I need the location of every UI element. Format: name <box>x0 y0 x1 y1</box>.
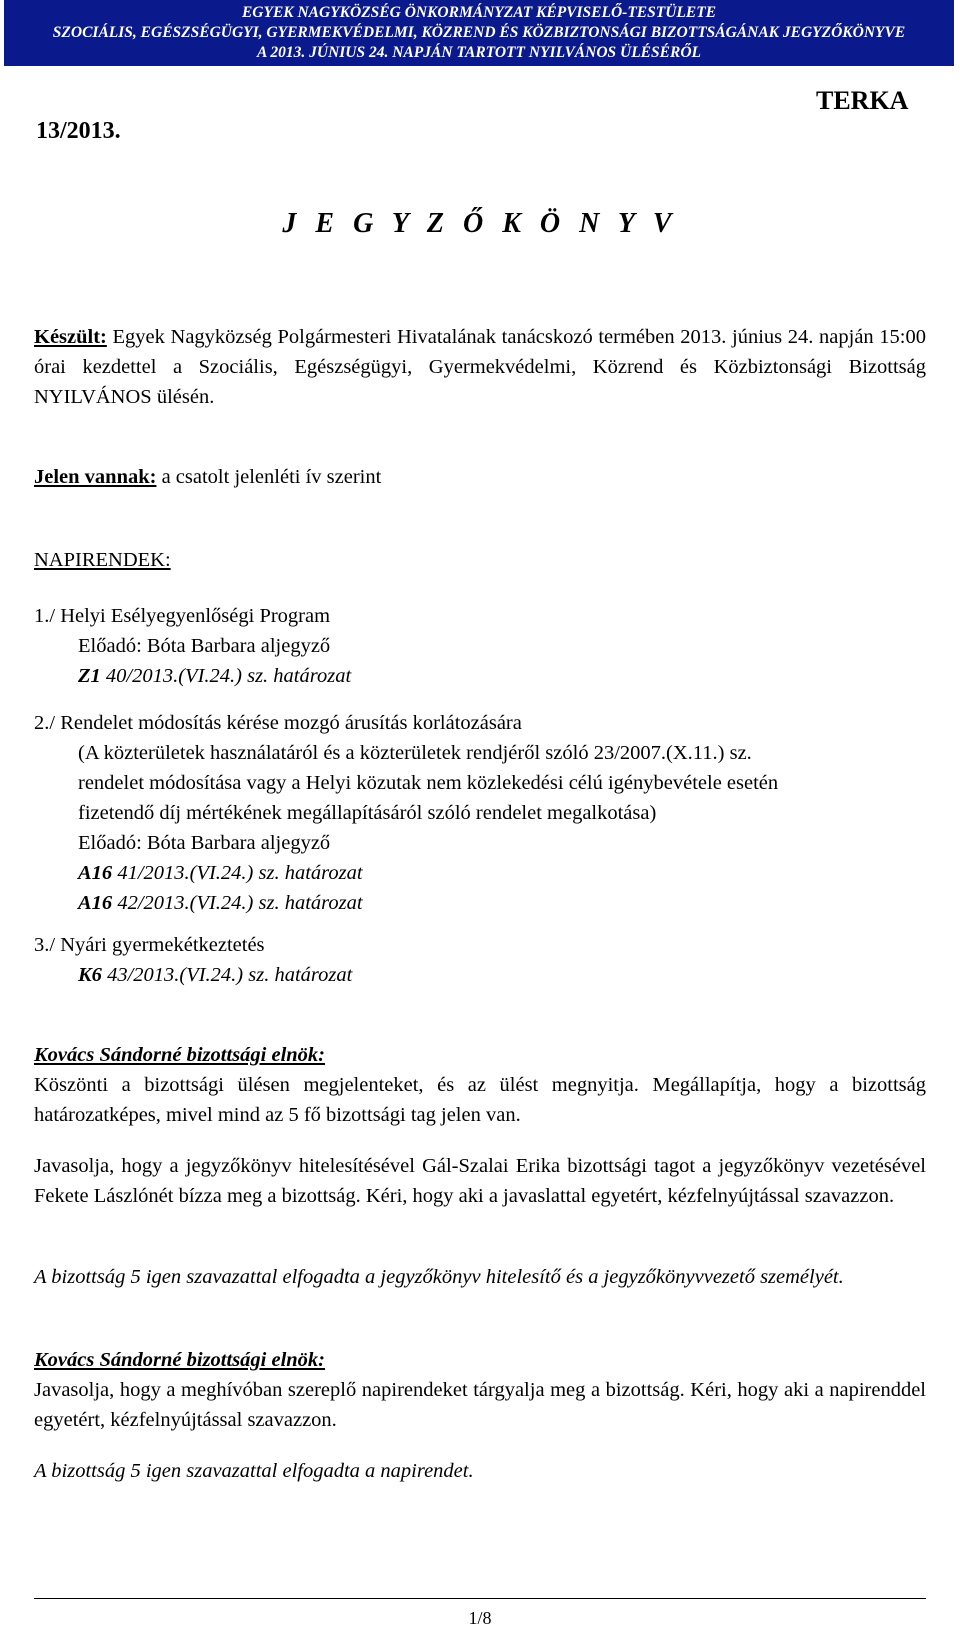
speaker-1-paragraph-2: Javasolja, hogy a jegyzőkönyv hitelesítésével Gál-Szalai Erika bizottsági tagot a jegyzőkönyv vezetésével Fekete Lászlónét bízza meg a bizottság. Kéri, hogy aki a javaslattal egyetért, kézfelnyújtással szavazzon. <box>34 1155 926 1207</box>
agenda-item-2-resolution-2: A16 42/2013.(VI.24.) sz. határozat <box>78 892 363 914</box>
speaker-2-paragraph-1: Javasolja, hogy a meghívóban szereplő napirendeket tárgyalja meg a bizottság. Kéri, hogy aki a napirenddel egyetért, kézfelnyújtással szavazzon. <box>34 1379 926 1431</box>
agenda-item-2-desc-3: fizetendő díj mértékének megállapításáról szóló rendelet megalkotása) <box>78 802 657 824</box>
speaker-1-block <box>34 1040 926 1130</box>
agenda-item-1 <box>34 601 934 691</box>
agenda-item-1-title: 1./ Helyi Esélyegyenlőségi Program <box>34 605 331 627</box>
decision-1: A bizottság 5 igen szavazattal elfogadta a jegyzőkönyv hitelesítő és a jegyzőkönyvvezető személyét. <box>34 1266 844 1288</box>
agenda-item-1-resolution: Z1 40/2013.(VI.24.) sz. határozat <box>78 665 352 687</box>
decision-2: A bizottság 5 igen szavazattal elfogadta a napirendet. <box>34 1460 474 1482</box>
agenda-item-2-desc-2: rendelet módosítása vagy a Helyi közutak nem közlekedési célú igénybevétele esetén <box>78 772 779 794</box>
document-number: 13/2013. <box>36 118 121 144</box>
keszult-label: Készült: <box>34 326 107 348</box>
agenda-item-3-title: 3./ Nyári gyermekétkeztetés <box>34 934 265 956</box>
speaker-1-label: Kovács Sándorné bizottsági elnök: <box>34 1044 326 1066</box>
agenda-item-3 <box>34 930 934 990</box>
speaker-2-block <box>34 1345 926 1435</box>
agenda-item-1-presenter: Előadó: Bóta Barbara aljegyző <box>78 635 331 657</box>
agenda-item-2-title: 2./ Rendelet módosítás kérése mozgó árusítás korlátozására <box>34 712 522 734</box>
napirendek-heading: NAPIRENDEK: <box>34 549 171 571</box>
page-number: 1/8 <box>468 1608 492 1628</box>
document-title: J E G Y Z Ő K Ö N Y V <box>282 208 678 239</box>
category-label: TERKA <box>816 86 909 115</box>
jelen-label: Jelen vannak: <box>34 466 157 488</box>
header-line-3: A 2013. JÚNIUS 24. NAPJÁN TARTOTT NYILVÁNOS ÜLÉSÉRŐL <box>257 44 701 61</box>
keszult-text: Egyek Nagyközség Polgármesteri Hivatalának tanácskozó termében 2013. június 24. napján 15:00 órai kezdettel a Szociális, Egészségügyi, Gyermekvédelmi, Közrend és Közbiztonsági Bizottság NYILVÁNOS ülésén. <box>34 326 926 408</box>
speaker-1-paragraph-1: Köszönti a bizottsági ülésen megjelenteket, és az ülést megnyitja. Megállapítja, hogy a bizottság határozatképes, mivel mind az 5 fő bizottsági tag jelen van. <box>34 1074 926 1126</box>
jelen-text: a csatolt jelenléti ív szerint <box>156 466 382 488</box>
footer-divider <box>34 1598 926 1599</box>
agenda-item-2-resolution-1: A16 41/2013.(VI.24.) sz. határozat <box>78 862 363 884</box>
agenda-item-2-presenter: Előadó: Bóta Barbara aljegyző <box>78 832 331 854</box>
keszult-paragraph <box>34 322 926 412</box>
agenda-item-3-resolution: K6 43/2013.(VI.24.) sz. határozat <box>78 964 353 986</box>
header-line-2: SZOCIÁLIS, EGÉSZSÉGÜGYI, GYERMEKVÉDELMI, KÖZREND ÉS KÖZBIZTONSÁGI BIZOTTSÁGÁNAK JEGYZŐKÖNYVE <box>52 24 906 41</box>
agenda-item-2 <box>34 708 934 918</box>
speaker-2-label: Kovács Sándorné bizottsági elnök: <box>34 1349 326 1371</box>
header-line-1: EGYEK NAGYKÖZSÉG ÖNKORMÁNYZAT KÉPVISELŐ-TESTÜLETE <box>241 4 717 21</box>
agenda-item-2-desc-1: (A közterületek használatáról és a közterületek rendjéről szóló 23/2007.(X.11.) sz. <box>78 742 752 764</box>
document-header <box>4 0 954 66</box>
jelen-paragraph <box>34 462 926 492</box>
